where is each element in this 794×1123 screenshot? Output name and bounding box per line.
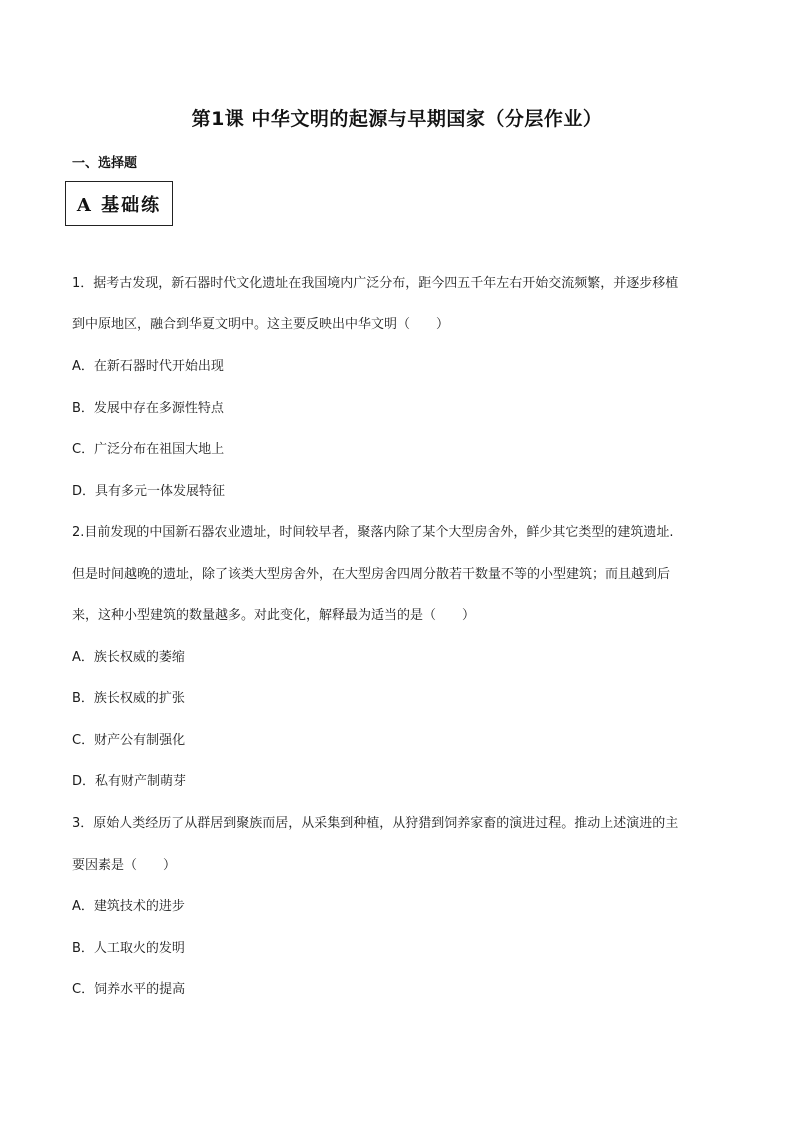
question-2-option-d: D．私有财产制萌芽 xyxy=(72,774,187,789)
question-3-option-b: B．人工取火的发明 xyxy=(72,941,185,956)
question-2-option-a: A．族长权威的萎缩 xyxy=(72,650,185,665)
question-2-stem-line-3: 来，这种小型建筑的数量越多。对此变化，解释最为适当的是（ ） xyxy=(72,608,476,623)
page-title: 第1课 中华文明的起源与早期国家（分层作业） xyxy=(191,108,603,130)
question-1-stem-line-2: 到中原地区，融合到华夏文明中。这主要反映出中华文明（ ） xyxy=(72,317,450,332)
question-2-option-c: C．财产公有制强化 xyxy=(72,733,186,748)
question-2-option-b: B．族长权威的扩张 xyxy=(72,691,185,706)
level-label-box: A 基础练 xyxy=(65,181,173,226)
section-heading: 一、选择题 xyxy=(72,156,138,171)
question-3-stem-line-1: 3．原始人类经历了从群居到聚族而居，从采集到种植，从狩猎到饲养家畜的演进过程。推动上述演进的主 xyxy=(72,816,679,831)
question-3-stem-line-2: 要因素是（ ） xyxy=(72,858,177,873)
question-2-stem-line-2: 但是时间越晚的遗址，除了该类大型房舍外，在大型房舍四周分散若干数量不等的小型建筑；而且越到后 xyxy=(72,567,671,582)
question-1-stem-line-1: 1．据考古发现，新石器时代文化遗址在我国境内广泛分布，距今四五千年左右开始交流频繁，并逐步移植 xyxy=(72,276,679,291)
question-1-option-c: C．广泛分布在祖国大地上 xyxy=(72,442,225,457)
question-2-stem-line-1: 2.目前发现的中国新石器农业遗址，时间较早者，聚落内除了某个大型房舍外，鲜少其它类型的建筑遗址. xyxy=(72,525,674,540)
question-3-option-c: C．饲养水平的提高 xyxy=(72,982,186,997)
question-1-option-b: B．发展中存在多源性特点 xyxy=(72,401,224,416)
question-3-option-a: A．建筑技术的进步 xyxy=(72,899,185,914)
question-1-option-a: A．在新石器时代开始出现 xyxy=(72,359,224,374)
question-1-option-d: D．具有多元一体发展特征 xyxy=(72,484,226,499)
